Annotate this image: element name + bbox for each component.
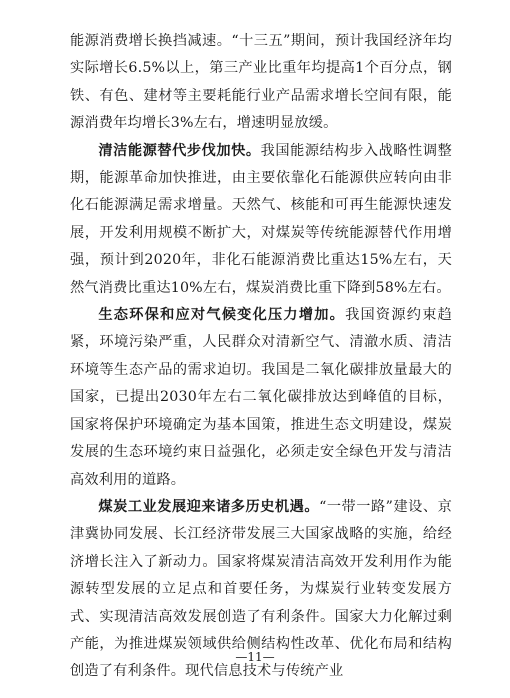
paragraph-4-text: “一带一路”建设、京津冀协同发展、长江经济带发展三大国家战略的实施，给经济增长注入了新动力。国家将煤炭清洁高效开发利用作为能源转型发展的立足点和首要任务，为煤炭行业转变发展方式、实现清洁高效发展创造了有利条件。国家大力化解过剩产能，为推进煤炭领域供给侧结构性改革、优化布局和结构创造了有利条件。现代信息技术与传统产业	[70, 498, 452, 680]
paragraph-3	[70, 302, 452, 494]
paragraph-1	[70, 28, 452, 138]
page-number: —11—	[235, 650, 275, 664]
paragraph-2-heading: 清洁能源替代步伐加快。	[98, 142, 261, 159]
paragraph-2-text: 我国能源结构步入战略性调整期，能源革命加快推进，由主要依靠化石能源供应转向由非化石能源满足需求增量。天然气、核能和可再生能源快速发展，开发利用规模不断扩大，对煤炭等传统能源替代作用增强，预计到2020年，非化石能源消费比重达15%左右，天然气消费比重达10%左右，煤炭消费比重下降到58%左右。	[70, 142, 452, 296]
paragraph-4-heading: 煤炭工业发展迎来诸多历史机遇。	[98, 498, 320, 515]
paragraph-3-heading: 生态环保和应对气候变化压力增加。	[98, 307, 346, 324]
paragraph-3-text: 我国资源约束趋紧，环境污染严重，人民群众对清新空气、清澈水质、清洁环境等生态产品的需求迫切。我国是二氧化碳排放量最大的国家，已提出2030年左右二氧化碳排放达到峰值的目标，国家将保护环境确定为基本国策，推进生态文明建设，煤炭发展的生态环境约束日益强化，必须走安全绿色开发与清洁高效利用的道路。	[70, 307, 452, 488]
paragraph-2	[70, 138, 452, 302]
document-page	[70, 28, 452, 686]
paragraph-1-text: 能源消费增长换挡减速。“十三五”期间，预计我国经济年均实际增长6.5%以上，第三产业比重年均提高1个百分点，钢铁、有色、建材等主要耗能行业产品需求增长空间有限，能源消费年均增长3%左右，增速明显放缓。	[70, 33, 452, 132]
